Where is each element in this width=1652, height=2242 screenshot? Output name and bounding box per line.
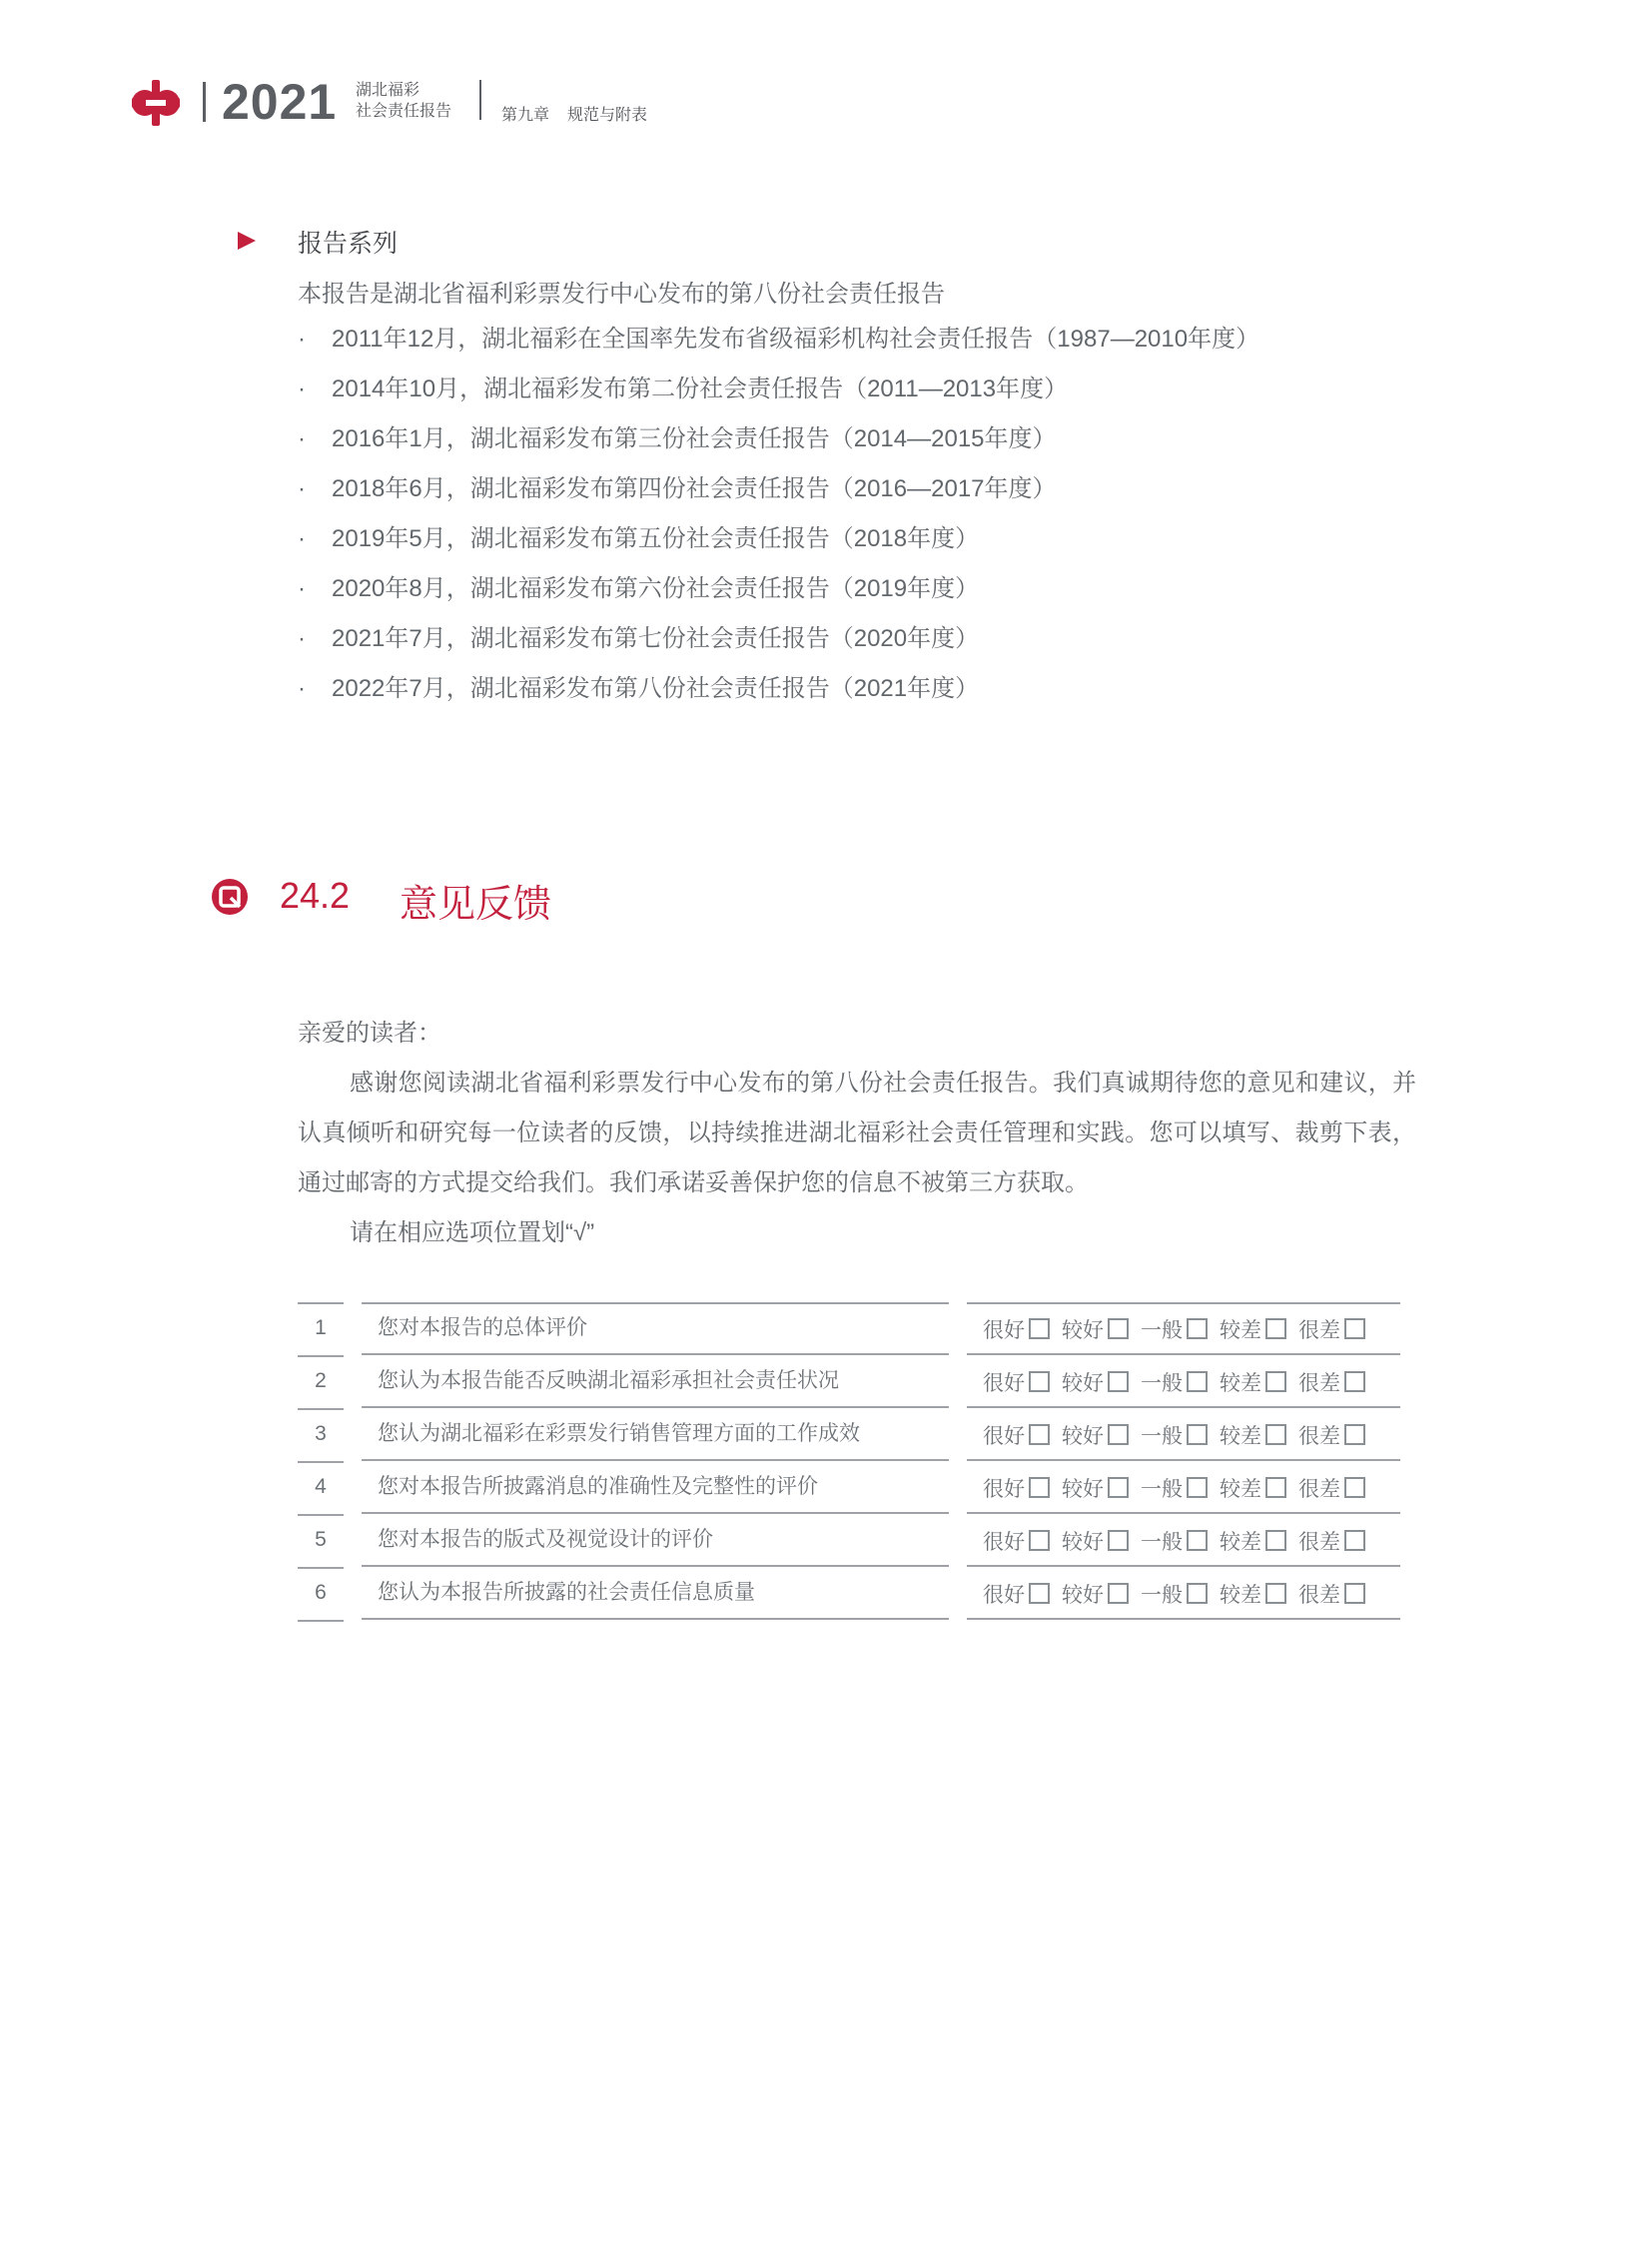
list-item bbox=[298, 671, 1259, 721]
rating-option-label: 较好 bbox=[1062, 1477, 1104, 1501]
list-item-text: 2011年12月，湖北福彩在全国率先发布省级福彩机构社会责任报告（1987—2010年度） bbox=[332, 326, 1260, 353]
china-welfare-lottery-logo-icon bbox=[128, 78, 184, 128]
feedback-letter bbox=[298, 1009, 1416, 1258]
rating-options bbox=[967, 1304, 1400, 1355]
rating-option[interactable] bbox=[1141, 1579, 1208, 1609]
list-item bbox=[298, 421, 1259, 471]
checkbox-icon[interactable] bbox=[1029, 1530, 1050, 1551]
checkbox-icon[interactable] bbox=[1265, 1424, 1286, 1445]
list-item bbox=[298, 372, 1259, 421]
rating-option-label: 较差 bbox=[1220, 1583, 1261, 1607]
header-divider bbox=[203, 82, 206, 122]
rating-option-label: 较好 bbox=[1062, 1371, 1104, 1395]
checkbox-icon[interactable] bbox=[1344, 1530, 1365, 1551]
chapter-label bbox=[501, 102, 647, 125]
rating-option-label: 较差 bbox=[1220, 1318, 1261, 1342]
table-row bbox=[298, 1569, 1400, 1622]
question-number: 1 bbox=[298, 1304, 344, 1357]
rating-option-label: 一般 bbox=[1141, 1424, 1183, 1448]
rating-option[interactable] bbox=[1062, 1314, 1129, 1344]
rating-options bbox=[967, 1516, 1400, 1567]
checkbox-icon[interactable] bbox=[1265, 1477, 1286, 1498]
checkbox-icon[interactable] bbox=[1265, 1318, 1286, 1339]
rating-option-label: 较好 bbox=[1062, 1318, 1104, 1342]
rating-option[interactable] bbox=[1298, 1314, 1365, 1344]
report-name bbox=[356, 80, 451, 122]
question-text: 您对本报告的版式及视觉设计的评价 bbox=[362, 1516, 949, 1567]
checkbox-icon[interactable] bbox=[1344, 1477, 1365, 1498]
report-name-line1: 湖北福彩 bbox=[356, 82, 420, 99]
rating-option-label: 较好 bbox=[1062, 1424, 1104, 1448]
rating-option-label: 一般 bbox=[1141, 1583, 1183, 1607]
question-number: 5 bbox=[298, 1516, 344, 1569]
bullet-dot: · bbox=[298, 675, 306, 702]
list-item bbox=[298, 571, 1259, 621]
chapter-title: 规范与附表 bbox=[567, 107, 648, 124]
checkbox-icon[interactable] bbox=[1108, 1530, 1129, 1551]
question-text: 您对本报告的总体评价 bbox=[362, 1304, 949, 1355]
checkbox-icon[interactable] bbox=[1344, 1583, 1365, 1604]
rating-option[interactable] bbox=[983, 1579, 1050, 1609]
checkbox-icon[interactable] bbox=[1265, 1583, 1286, 1604]
table-row bbox=[298, 1304, 1400, 1357]
chapter-number: 第九章 bbox=[501, 107, 550, 124]
rating-option[interactable] bbox=[1062, 1526, 1129, 1556]
checkbox-icon[interactable] bbox=[1029, 1424, 1050, 1445]
rating-options bbox=[967, 1569, 1400, 1620]
checkbox-icon[interactable] bbox=[1108, 1583, 1129, 1604]
rating-option[interactable] bbox=[1298, 1473, 1365, 1503]
rating-option-label: 很差 bbox=[1298, 1477, 1340, 1501]
rating-option-label: 很差 bbox=[1298, 1318, 1340, 1342]
list-item-text: 2016年1月，湖北福彩发布第三份社会责任报告（2014—2015年度） bbox=[332, 425, 1057, 452]
checkbox-icon[interactable] bbox=[1344, 1424, 1365, 1445]
question-text: 您认为湖北福彩在彩票发行销售管理方面的工作成效 bbox=[362, 1410, 949, 1461]
rating-option[interactable] bbox=[983, 1314, 1050, 1344]
survey-rows bbox=[298, 1304, 1400, 1622]
header-divider bbox=[479, 80, 481, 120]
triangle-bullet-icon bbox=[238, 232, 256, 250]
checkbox-icon[interactable] bbox=[1344, 1318, 1365, 1339]
rating-option-label: 很好 bbox=[983, 1530, 1025, 1554]
rating-option-label: 较好 bbox=[1062, 1583, 1104, 1607]
list-item bbox=[298, 471, 1259, 521]
list-item bbox=[298, 521, 1259, 571]
rating-option[interactable] bbox=[1141, 1367, 1208, 1397]
list-item-text: 2022年7月，湖北福彩发布第八份社会责任报告（2021年度） bbox=[332, 675, 980, 702]
list-item bbox=[298, 322, 1259, 372]
checkbox-icon[interactable] bbox=[1029, 1477, 1050, 1498]
question-number: 4 bbox=[298, 1463, 344, 1516]
report-year: 2021 bbox=[222, 74, 338, 130]
bullet-dot: · bbox=[298, 326, 306, 353]
report-series-list bbox=[298, 322, 1259, 721]
rating-option-label: 较好 bbox=[1062, 1530, 1104, 1554]
rating-option[interactable] bbox=[1220, 1314, 1286, 1344]
checkbox-icon[interactable] bbox=[1187, 1424, 1208, 1445]
checkbox-icon[interactable] bbox=[1029, 1318, 1050, 1339]
checkbox-icon[interactable] bbox=[1187, 1530, 1208, 1551]
rating-option-label: 一般 bbox=[1141, 1477, 1183, 1501]
list-item-text: 2014年10月，湖北福彩发布第二份社会责任报告（2011—2013年度） bbox=[332, 375, 1069, 402]
bullet-dot: · bbox=[298, 475, 306, 502]
table-row bbox=[298, 1357, 1400, 1410]
letter-body: 感谢您阅读湖北省福利彩票发行中心发布的第八份社会责任报告。我们真诚期待您的意见和建议，并认真倾听和研究每一位读者的反馈，以持续推进湖北福彩社会责任管理和实践。您可以填写、裁剪下表，通过邮寄的方式提交给我们。我们承诺妥善保护您的信息不被第三方获取。 bbox=[298, 1070, 1416, 1196]
checkbox-icon[interactable] bbox=[1344, 1371, 1365, 1392]
table-row bbox=[298, 1463, 1400, 1516]
checkbox-icon[interactable] bbox=[1029, 1583, 1050, 1604]
question-text: 您认为本报告能否反映湖北福彩承担社会责任状况 bbox=[362, 1357, 949, 1408]
rating-option[interactable] bbox=[1298, 1526, 1365, 1556]
rating-option[interactable] bbox=[1062, 1420, 1129, 1450]
checkbox-icon[interactable] bbox=[1265, 1530, 1286, 1551]
question-text: 您认为本报告所披露的社会责任信息质量 bbox=[362, 1569, 949, 1620]
rating-option[interactable] bbox=[1298, 1420, 1365, 1450]
feedback-survey-table bbox=[298, 1304, 1400, 1622]
checkbox-icon[interactable] bbox=[1029, 1371, 1050, 1392]
checkbox-icon[interactable] bbox=[1187, 1583, 1208, 1604]
rating-option[interactable] bbox=[1062, 1473, 1129, 1503]
rating-option-label: 很差 bbox=[1298, 1371, 1340, 1395]
question-number: 2 bbox=[298, 1357, 344, 1410]
table-row bbox=[298, 1410, 1400, 1463]
checkbox-icon[interactable] bbox=[1265, 1371, 1286, 1392]
rating-option[interactable] bbox=[983, 1367, 1050, 1397]
bullet-dot: · bbox=[298, 375, 306, 402]
report-series-title: 报告系列 bbox=[298, 230, 399, 258]
rating-option-label: 一般 bbox=[1141, 1371, 1183, 1395]
rating-option-label: 很差 bbox=[1298, 1583, 1340, 1607]
rating-option[interactable] bbox=[1062, 1367, 1129, 1397]
report-series-section bbox=[238, 222, 1436, 702]
checkbox-icon[interactable] bbox=[1187, 1477, 1208, 1498]
bullet-dot: · bbox=[298, 575, 306, 602]
rating-option-label: 较差 bbox=[1220, 1530, 1261, 1554]
bullet-dot: · bbox=[298, 625, 306, 652]
rating-option-label: 很好 bbox=[983, 1477, 1025, 1501]
rating-option-label: 很好 bbox=[983, 1583, 1025, 1607]
rating-option[interactable] bbox=[1062, 1579, 1129, 1609]
section-title: 意见反馈 bbox=[400, 884, 552, 926]
section-marker-icon bbox=[210, 877, 250, 917]
list-item-text: 2020年8月，湖北福彩发布第六份社会责任报告（2019年度） bbox=[332, 575, 980, 602]
rating-option-label: 较差 bbox=[1220, 1477, 1261, 1501]
bullet-dot: · bbox=[298, 525, 306, 552]
list-item bbox=[298, 621, 1259, 671]
rating-options bbox=[967, 1463, 1400, 1514]
rating-option-label: 很好 bbox=[983, 1318, 1025, 1342]
rating-option-label: 很好 bbox=[983, 1371, 1025, 1395]
report-series-intro: 本报告是湖北省福利彩票发行中心发布的第八份社会责任报告 bbox=[298, 281, 945, 308]
question-number: 3 bbox=[298, 1410, 344, 1463]
checkbox-icon[interactable] bbox=[1108, 1371, 1129, 1392]
report-series-heading bbox=[238, 222, 1436, 262]
list-item-text: 2019年5月，湖北福彩发布第五份社会责任报告（2018年度） bbox=[332, 525, 980, 552]
section-number: 24.2 bbox=[280, 875, 351, 916]
report-name-line2: 社会责任报告 bbox=[356, 103, 452, 120]
rating-option-label: 很好 bbox=[983, 1424, 1025, 1448]
letter-greeting: 亲爱的读者： bbox=[298, 1020, 441, 1047]
rating-option-label: 较差 bbox=[1220, 1371, 1261, 1395]
rating-option[interactable] bbox=[1220, 1579, 1286, 1609]
rating-option[interactable] bbox=[983, 1420, 1050, 1450]
rating-option[interactable] bbox=[1220, 1420, 1286, 1450]
rating-option[interactable] bbox=[1298, 1579, 1365, 1609]
rating-option-label: 一般 bbox=[1141, 1530, 1183, 1554]
rating-options bbox=[967, 1357, 1400, 1408]
rating-option[interactable] bbox=[1141, 1473, 1208, 1503]
list-item-text: 2018年6月，湖北福彩发布第四份社会责任报告（2016—2017年度） bbox=[332, 475, 1057, 502]
rating-option[interactable] bbox=[1141, 1526, 1208, 1556]
rating-option[interactable] bbox=[1220, 1526, 1286, 1556]
checkbox-icon[interactable] bbox=[1187, 1371, 1208, 1392]
question-number: 6 bbox=[298, 1569, 344, 1622]
rating-option-label: 很差 bbox=[1298, 1530, 1340, 1554]
rating-option-label: 较差 bbox=[1220, 1424, 1261, 1448]
table-row bbox=[298, 1516, 1400, 1569]
rating-option[interactable] bbox=[1220, 1473, 1286, 1503]
checkbox-icon[interactable] bbox=[1108, 1477, 1129, 1498]
page-header bbox=[128, 74, 687, 134]
rating-option[interactable] bbox=[983, 1526, 1050, 1556]
rating-option[interactable] bbox=[983, 1473, 1050, 1503]
letter-instruction: 请在相应选项位置划“√” bbox=[350, 1219, 595, 1246]
checkbox-icon[interactable] bbox=[1108, 1318, 1129, 1339]
rating-option[interactable] bbox=[1220, 1367, 1286, 1397]
rating-option[interactable] bbox=[1141, 1314, 1208, 1344]
checkbox-icon[interactable] bbox=[1108, 1424, 1129, 1445]
list-item-text: 2021年7月，湖北福彩发布第七份社会责任报告（2020年度） bbox=[332, 625, 980, 652]
question-text: 您对本报告所披露消息的准确性及完整性的评价 bbox=[362, 1463, 949, 1514]
checkbox-icon[interactable] bbox=[1187, 1318, 1208, 1339]
rating-option-label: 很差 bbox=[1298, 1424, 1340, 1448]
rating-option[interactable] bbox=[1141, 1420, 1208, 1450]
section-heading bbox=[210, 869, 809, 925]
rating-option-label: 一般 bbox=[1141, 1318, 1183, 1342]
rating-option[interactable] bbox=[1298, 1367, 1365, 1397]
bullet-dot: · bbox=[298, 425, 306, 452]
rating-options bbox=[967, 1410, 1400, 1461]
